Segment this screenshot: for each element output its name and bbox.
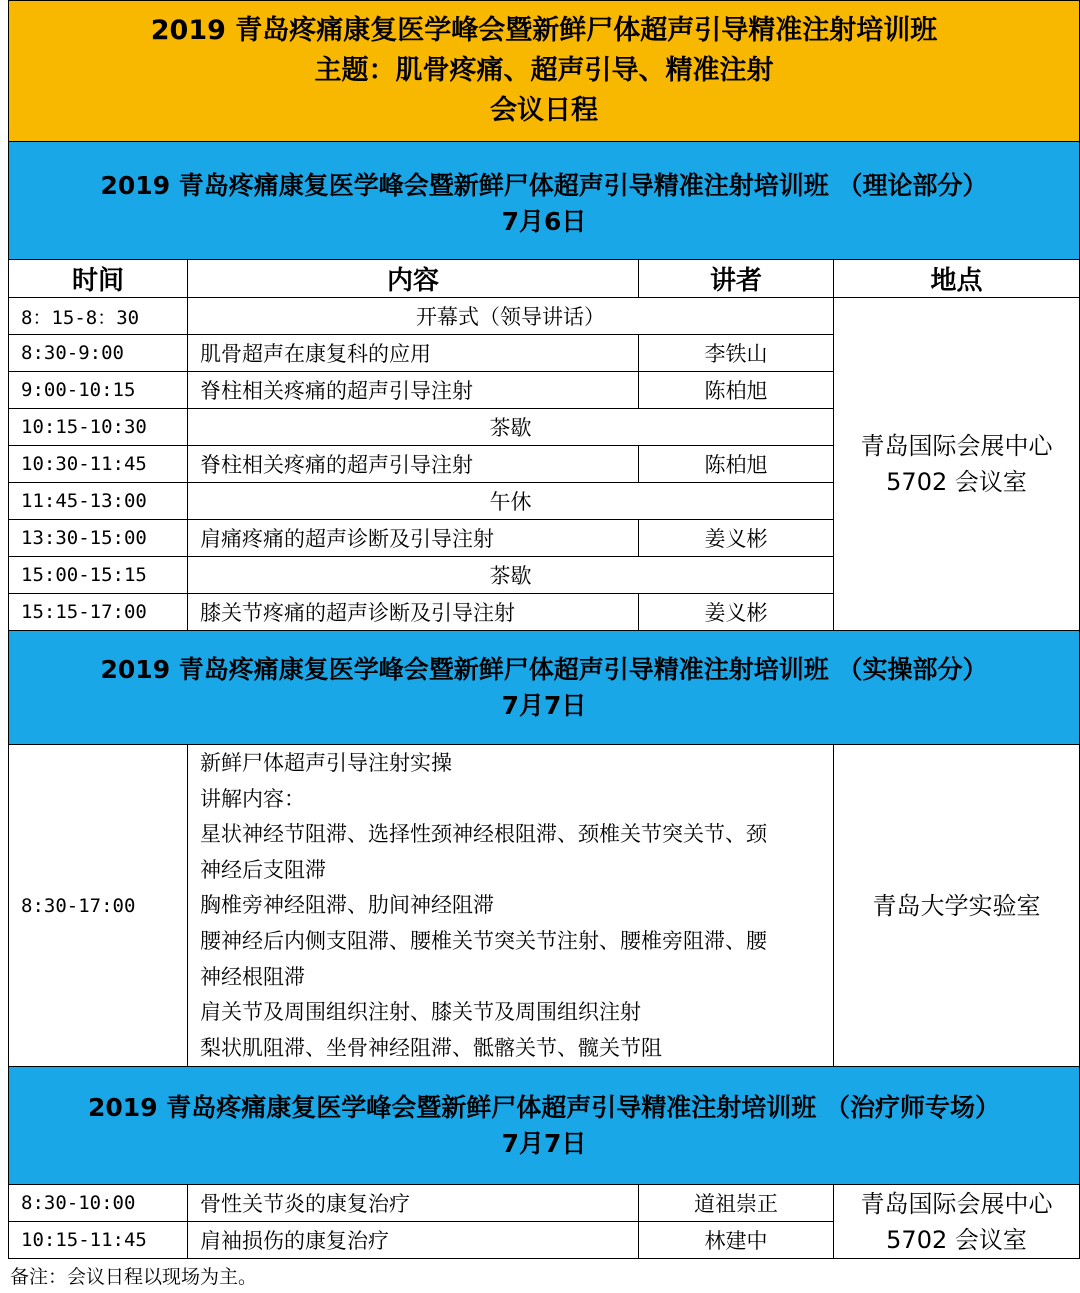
row-time: 10:30-11:45 xyxy=(9,446,188,483)
row-content: 肩痛疼痛的超声诊断及引导注射 xyxy=(188,520,639,557)
therapist-date: 7月7日 xyxy=(501,1128,587,1158)
practice-row xyxy=(9,745,1080,1067)
therapist-venue xyxy=(834,1185,1080,1259)
row-time: 15:15-17:00 xyxy=(9,594,188,631)
theory-venue-line1: 青岛国际会展中心 xyxy=(860,432,1053,460)
theory-title: 2019 青岛疼痛康复医学峰会暨新鲜尸体超声引导精准注射培训班 （理论部分） xyxy=(100,170,988,200)
main-banner xyxy=(9,1,1080,142)
practice-line: 梨状肌阻滞、坐骨神经阻滞、骶髂关节、髋关节阻 xyxy=(200,1035,662,1060)
row-time: 10:15-11:45 xyxy=(9,1222,188,1259)
row-content: 脊柱相关疼痛的超声引导注射 xyxy=(188,372,639,409)
row-content: 开幕式（领导讲话） xyxy=(188,298,834,335)
row-content: 膝关节疼痛的超声诊断及引导注射 xyxy=(188,594,639,631)
practice-banner xyxy=(9,631,1080,745)
row-time: 13:30-15:00 xyxy=(9,520,188,557)
table-row xyxy=(9,1185,1080,1222)
practice-line: 神经根阻滞 xyxy=(200,964,305,989)
column-header-time: 时间 xyxy=(9,260,188,298)
row-time: 15:00-15:15 xyxy=(9,557,188,594)
therapist-venue-line1: 青岛国际会展中心 xyxy=(860,1189,1053,1218)
main-theme: 主题：肌骨疼痛、超声引导、精准注射 xyxy=(314,55,774,86)
theory-date: 7月6日 xyxy=(501,206,587,236)
row-speaker: 姜义彬 xyxy=(639,594,834,631)
theory-venue-line2: 5702 会议室 xyxy=(886,468,1027,496)
practice-line: 腰神经后内侧支阻滞、腰椎关节突关节注射、腰椎旁阻滞、腰 xyxy=(200,928,767,953)
practice-line: 讲解内容： xyxy=(200,786,305,811)
row-speaker: 姜义彬 xyxy=(639,520,834,557)
schedule-table xyxy=(8,0,1080,1259)
theory-banner xyxy=(9,142,1080,260)
column-header-content: 内容 xyxy=(188,260,639,298)
row-content: 茶歇 xyxy=(188,557,834,594)
row-content: 茶歇 xyxy=(188,409,834,446)
row-speaker: 道祖崇正 xyxy=(639,1185,834,1222)
row-speaker: 林建中 xyxy=(639,1222,834,1259)
footnote: 备注：会议日程以现场为主。 xyxy=(10,1266,258,1288)
theory-venue xyxy=(834,298,1080,631)
column-header-venue: 地点 xyxy=(834,260,1080,298)
row-speaker: 陈柏旭 xyxy=(639,446,834,483)
row-content: 肩袖损伤的康复治疗 xyxy=(188,1222,639,1259)
therapist-banner xyxy=(9,1067,1080,1185)
row-content: 午休 xyxy=(188,483,834,520)
row-time: 8：15-8：30 xyxy=(9,298,188,335)
practice-venue: 青岛大学实验室 xyxy=(834,745,1080,1067)
main-subtitle: 会议日程 xyxy=(490,95,599,126)
row-time: 10:15-10:30 xyxy=(9,409,188,446)
practice-content xyxy=(188,745,834,1067)
row-content: 骨性关节炎的康复治疗 xyxy=(188,1185,639,1222)
row-speaker: 陈柏旭 xyxy=(639,372,834,409)
therapist-venue-line2: 5702 会议室 xyxy=(886,1225,1027,1254)
practice-time: 8:30-17:00 xyxy=(9,745,188,1067)
therapist-title: 2019 青岛疼痛康复医学峰会暨新鲜尸体超声引导精准注射培训班 （治疗师专场） xyxy=(88,1092,1001,1122)
practice-line: 新鲜尸体超声引导注射实操 xyxy=(200,751,452,775)
row-time: 8:30-10:00 xyxy=(9,1185,188,1222)
practice-line: 肩关节及周围组织注射、膝关节及周围组织注射 xyxy=(200,1000,641,1025)
row-time: 11:45-13:00 xyxy=(9,483,188,520)
row-content: 肌骨超声在康复科的应用 xyxy=(188,335,639,372)
practice-title: 2019 青岛疼痛康复医学峰会暨新鲜尸体超声引导精准注射培训班 （实操部分） xyxy=(100,654,988,684)
column-header-speaker: 讲者 xyxy=(639,260,834,298)
row-time: 9:00-10:15 xyxy=(9,372,188,409)
practice-date: 7月7日 xyxy=(501,690,587,720)
main-title: 2019 青岛疼痛康复医学峰会暨新鲜尸体超声引导精准注射培训班 xyxy=(150,15,938,46)
practice-line: 星状神经节阻滞、选择性颈神经根阻滞、颈椎关节突关节、颈 xyxy=(200,822,767,847)
row-time: 8:30-9:00 xyxy=(9,335,188,372)
row-content: 脊柱相关疼痛的超声引导注射 xyxy=(188,446,639,483)
practice-line: 胸椎旁神经阻滞、肋间神经阻滞 xyxy=(200,893,494,918)
practice-line: 神经后支阻滞 xyxy=(200,857,326,882)
row-speaker: 李铁山 xyxy=(639,335,834,372)
table-row xyxy=(9,298,1080,335)
